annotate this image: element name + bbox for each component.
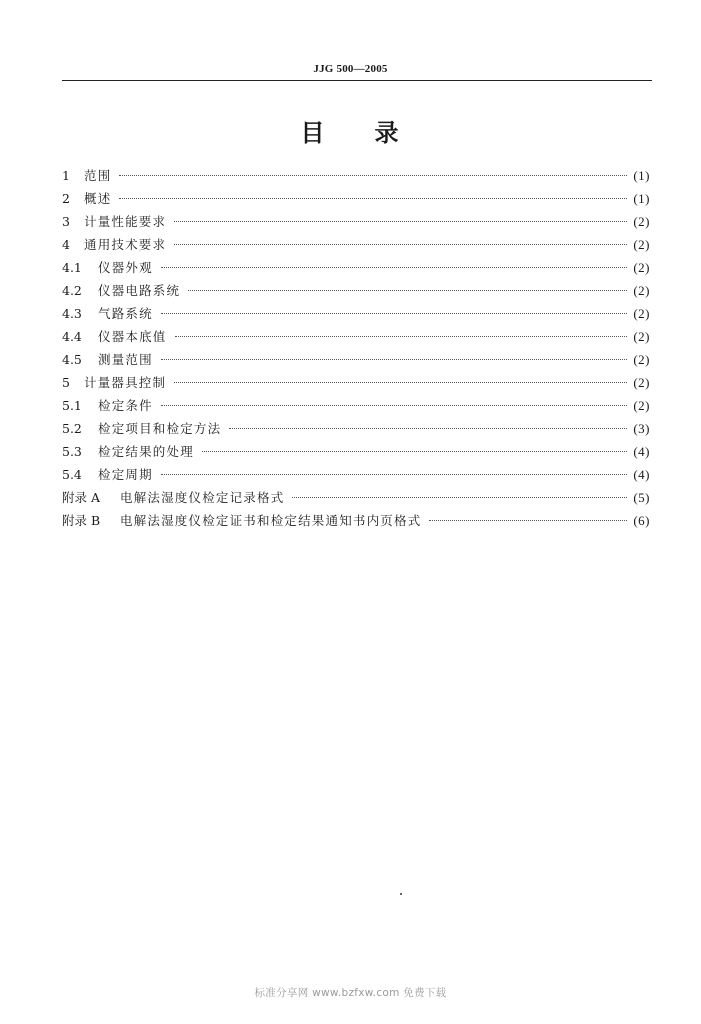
toc-entry-title: 检定条件 xyxy=(98,398,153,413)
toc-entry-page: (2) xyxy=(633,352,650,367)
toc-entry-number: 4.4 xyxy=(62,329,82,344)
toc-entry-page: (2) xyxy=(633,375,650,390)
toc-entry-page: (2) xyxy=(633,260,650,275)
standard-code-header: JJG 500—2005 xyxy=(313,63,388,75)
toc-entry[interactable] xyxy=(62,325,650,348)
toc-entry-page: (2) xyxy=(633,398,650,413)
toc-entry-title: 仪器本底值 xyxy=(98,329,167,344)
dot-leader xyxy=(429,520,627,521)
dot-leader xyxy=(161,405,628,406)
toc-entry-number: 4.3 xyxy=(62,306,82,321)
toc-entry-title: 计量器具控制 xyxy=(84,375,167,390)
toc-entry[interactable] xyxy=(62,210,650,233)
toc-entry-number: 5.4 xyxy=(62,467,82,482)
dot-leader xyxy=(229,428,627,429)
toc-entry-appendix[interactable] xyxy=(62,486,650,509)
toc-entry-page: (3) xyxy=(633,421,650,436)
toc-entry-title: 计量性能要求 xyxy=(84,214,167,229)
toc-entry-title: 通用技术要求 xyxy=(84,237,167,252)
title-char-2: 录 xyxy=(374,119,401,147)
header-divider xyxy=(62,80,652,81)
toc-entry[interactable] xyxy=(62,187,650,210)
toc-entry-title: 范围 xyxy=(84,168,112,183)
toc-entry-page: (2) xyxy=(633,306,650,321)
toc-entry-number: 附录 A xyxy=(62,490,101,505)
dot-leader xyxy=(174,244,627,245)
toc-entry-number: 5.2 xyxy=(62,421,82,436)
toc-entry-number: 3 xyxy=(62,214,70,229)
toc-entry[interactable] xyxy=(62,417,650,440)
toc-entry-title: 概述 xyxy=(84,191,112,206)
toc-entry-number: 5.3 xyxy=(62,444,82,459)
toc-entry[interactable] xyxy=(62,256,650,279)
toc-entry[interactable] xyxy=(62,348,650,371)
toc-entry[interactable] xyxy=(62,233,650,256)
dot-leader xyxy=(292,497,627,498)
toc-entry-title: 检定周期 xyxy=(98,467,153,482)
toc-entry-number: 4 xyxy=(62,237,70,252)
toc-entry[interactable] xyxy=(62,371,650,394)
title-char-1: 目 xyxy=(300,119,327,147)
toc-entry-page: (5) xyxy=(633,490,650,505)
dot-leader xyxy=(161,267,628,268)
toc-entry-page: (4) xyxy=(633,467,650,482)
toc-entry-page: (1) xyxy=(633,191,650,206)
toc-entry-page: (4) xyxy=(633,444,650,459)
toc-entry[interactable] xyxy=(62,302,650,325)
dot-leader xyxy=(161,474,628,475)
toc-entry[interactable] xyxy=(62,394,650,417)
dot-leader xyxy=(174,382,627,383)
dot-leader xyxy=(161,313,628,314)
dot-leader xyxy=(174,221,627,222)
toc-entry-number: 4.5 xyxy=(62,352,82,367)
toc-entry-title: 仪器外观 xyxy=(98,260,153,275)
toc-entry[interactable] xyxy=(62,440,650,463)
toc-entry-title: 检定项目和检定方法 xyxy=(98,421,222,436)
toc-entry-page: (1) xyxy=(633,168,650,183)
toc-entry-page: (2) xyxy=(633,214,650,229)
toc-entry-title: 仪器电路系统 xyxy=(98,283,181,298)
toc-entry[interactable] xyxy=(62,279,650,302)
toc-entry-appendix[interactable] xyxy=(62,509,650,532)
toc-entry[interactable] xyxy=(62,164,650,187)
dot-leader xyxy=(175,336,628,337)
toc-entry-title: 电解法湿度仪检定证书和检定结果通知书内页格式 xyxy=(120,513,422,528)
table-of-contents xyxy=(62,164,650,532)
toc-entry-title: 测量范围 xyxy=(98,352,153,367)
toc-entry[interactable] xyxy=(62,463,650,486)
toc-entry-number: 1 xyxy=(62,168,70,183)
dot-leader xyxy=(119,175,627,176)
toc-entry-title: 气路系统 xyxy=(98,306,153,321)
toc-entry-page: (2) xyxy=(633,329,650,344)
toc-entry-number: 4.1 xyxy=(62,260,82,275)
toc-entry-title: 检定结果的处理 xyxy=(98,444,194,459)
toc-entry-page: (6) xyxy=(633,513,650,528)
page-title xyxy=(0,113,701,148)
scan-speck xyxy=(400,893,402,895)
toc-entry-number: 5.1 xyxy=(62,398,82,413)
dot-leader xyxy=(188,290,627,291)
toc-entry-page: (2) xyxy=(633,283,650,298)
toc-entry-number: 5 xyxy=(62,375,70,390)
toc-entry-number: 2 xyxy=(62,191,70,206)
toc-entry-title: 电解法湿度仪检定记录格式 xyxy=(120,490,285,505)
toc-entry-number: 附录 B xyxy=(62,513,101,528)
toc-entry-number: 4.2 xyxy=(62,283,82,298)
toc-entry-page: (2) xyxy=(633,237,650,252)
dot-leader xyxy=(161,359,628,360)
watermark-footer: 标准分享网 www.bzfxw.com 免费下载 xyxy=(254,987,447,999)
dot-leader xyxy=(119,198,627,199)
dot-leader xyxy=(202,451,627,452)
